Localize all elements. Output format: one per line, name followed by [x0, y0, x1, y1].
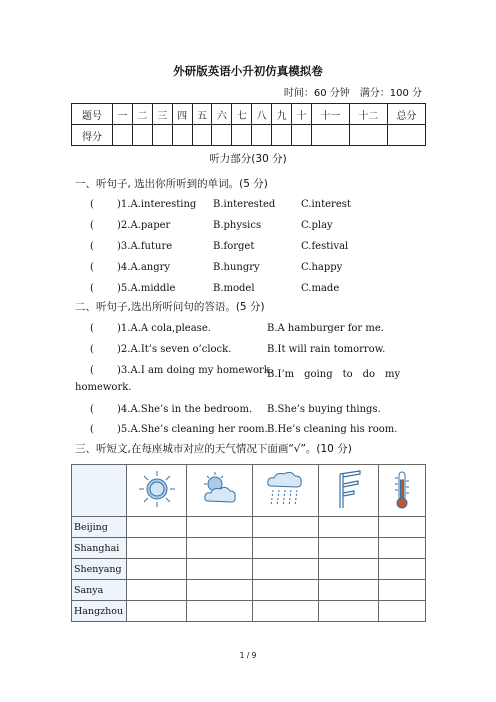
answer-paren[interactable]: (: [90, 199, 94, 210]
check-cell[interactable]: [379, 559, 426, 580]
option-a: )1.A.A cola,please.: [117, 323, 211, 334]
option-b: B.model: [213, 283, 255, 294]
answer-paren[interactable]: (: [90, 323, 94, 334]
city-name: Shenyang: [72, 559, 127, 580]
check-cell[interactable]: [127, 538, 187, 559]
option-b: B.It will rain tomorrow.: [267, 344, 386, 355]
section-3-title: 三、听短文,在每座城市对应的天气情况下面画“√”。(10 分): [75, 443, 352, 455]
score-cell[interactable]: [192, 125, 212, 146]
weather-icon-cell: [379, 465, 426, 517]
city-name: Shanghai: [72, 538, 127, 559]
score-header-cell: 二: [132, 104, 152, 125]
score-cell[interactable]: [252, 125, 272, 146]
option-b: B.He’s cleaning his room.: [267, 424, 398, 435]
rain-icon: [263, 468, 307, 510]
weather-icon-cell: [318, 465, 378, 517]
check-cell[interactable]: [318, 601, 378, 622]
score-cell[interactable]: [292, 125, 312, 146]
score-cell[interactable]: [132, 125, 152, 146]
option-b: B.I’m going to do my: [267, 369, 401, 380]
check-cell[interactable]: [379, 601, 426, 622]
option-b: B.physics: [213, 220, 262, 231]
check-cell[interactable]: [318, 580, 378, 601]
score-header-cell: 总分: [387, 104, 425, 125]
page-indicator: 1 / 9: [239, 651, 257, 660]
option-a: )1.A.interesting: [117, 199, 197, 210]
score-header-cell: 四: [172, 104, 192, 125]
check-cell[interactable]: [253, 580, 319, 601]
wind-icon: [328, 468, 368, 510]
answer-paren[interactable]: (: [90, 344, 94, 355]
check-cell[interactable]: [318, 559, 378, 580]
score-cell[interactable]: [172, 125, 192, 146]
check-cell[interactable]: [187, 559, 253, 580]
listening-heading: 听力部分(30 分): [209, 153, 287, 165]
table-row: [72, 517, 426, 538]
check-cell[interactable]: [187, 538, 253, 559]
city-name: Hangzhou: [72, 601, 127, 622]
option-a: )3.A.future: [117, 241, 173, 252]
score-cell[interactable]: [387, 125, 425, 146]
table-row: [72, 601, 426, 622]
exam-title: 外研版英语小升初仿真模拟卷: [173, 64, 323, 78]
weather-icon-row: [72, 465, 426, 517]
score-table: [71, 103, 426, 146]
answer-paren[interactable]: (: [90, 220, 94, 231]
score-cell[interactable]: [311, 125, 349, 146]
answer-paren[interactable]: (: [90, 241, 94, 252]
check-cell[interactable]: [253, 538, 319, 559]
check-cell[interactable]: [253, 517, 319, 538]
score-table-score-row: [72, 125, 426, 146]
score-cell[interactable]: [232, 125, 252, 146]
score-header-cell: 六: [212, 104, 232, 125]
score-header-cell: 十一: [311, 104, 349, 125]
weather-icon-cell: [253, 465, 319, 517]
sun-icon: [137, 469, 177, 509]
score-header-cell: 五: [192, 104, 212, 125]
option-c: C.happy: [301, 262, 343, 273]
score-header-cell: 十: [292, 104, 312, 125]
score-table-row-label: 题号: [72, 104, 113, 125]
table-row: [72, 580, 426, 601]
check-cell[interactable]: [253, 559, 319, 580]
weather-table: [71, 464, 426, 622]
city-name: Beijing: [72, 517, 127, 538]
answer-paren[interactable]: (: [90, 262, 94, 273]
option-a: )5.A.middle: [117, 283, 176, 294]
score-header-cell: 一: [113, 104, 133, 125]
answer-paren[interactable]: (: [90, 424, 94, 435]
check-cell[interactable]: [318, 517, 378, 538]
corner-cell: [72, 465, 127, 517]
option-b: B.A hamburger for me.: [267, 323, 384, 334]
option-a: )5.A.She’s cleaning her room.: [117, 424, 268, 435]
hot-icon: [387, 468, 417, 510]
check-cell[interactable]: [318, 538, 378, 559]
score-cell[interactable]: [113, 125, 133, 146]
option-a: )4.A.angry: [117, 262, 171, 273]
check-cell[interactable]: [187, 580, 253, 601]
answer-paren[interactable]: (: [90, 404, 94, 415]
check-cell[interactable]: [127, 517, 187, 538]
check-cell[interactable]: [187, 517, 253, 538]
check-cell[interactable]: [379, 580, 426, 601]
option-c: C.interest: [301, 199, 351, 210]
check-cell[interactable]: [379, 538, 426, 559]
section-1-title: 一、听句子, 选出你所听到的单词。(5 分): [75, 178, 268, 190]
check-cell[interactable]: [379, 517, 426, 538]
option-a: )2.A.paper: [117, 220, 171, 231]
score-table-header-row: [72, 104, 426, 125]
weather-icon-cell: [187, 465, 253, 517]
option-a: )3.A.I am doing my homework.: [117, 365, 274, 376]
answer-paren[interactable]: (: [90, 365, 94, 376]
score-cell[interactable]: [272, 125, 292, 146]
score-cell[interactable]: [212, 125, 232, 146]
cloudy-icon: [198, 469, 242, 509]
check-cell[interactable]: [127, 559, 187, 580]
check-cell[interactable]: [127, 580, 187, 601]
score-header-cell: 七: [232, 104, 252, 125]
score-table-row-label: 得分: [72, 125, 113, 146]
option-c: C.made: [301, 283, 340, 294]
continuation-text: homework.: [75, 382, 132, 393]
option-b: B.forget: [213, 241, 255, 252]
option-b: B.interested: [213, 199, 276, 210]
check-cell[interactable]: [187, 601, 253, 622]
check-cell[interactable]: [253, 601, 319, 622]
option-c: C.play: [301, 220, 333, 231]
option-a: )2.A.It’s seven o’clock.: [117, 344, 232, 355]
check-cell[interactable]: [127, 601, 187, 622]
table-row: [72, 559, 426, 580]
score-header-cell: 八: [252, 104, 272, 125]
option-c: C.festival: [301, 241, 349, 252]
score-header-cell: 三: [152, 104, 172, 125]
answer-paren[interactable]: (: [90, 283, 94, 294]
score-header-cell: 九: [272, 104, 292, 125]
time-info: 时间：60 分钟 满分：100 分: [283, 88, 422, 99]
score-cell[interactable]: [152, 125, 172, 146]
city-name: Sanya: [72, 580, 127, 601]
option-b: B.hungry: [213, 262, 260, 273]
table-row: [72, 538, 426, 559]
option-b: B.She’s buying things.: [267, 404, 381, 415]
option-a: )4.A.She’s in the bedroom.: [117, 404, 253, 415]
section-2-title: 二、听句子,选出所听问句的答语。(5 分): [75, 301, 265, 313]
score-cell[interactable]: [349, 125, 387, 146]
weather-icon-cell: [127, 465, 187, 517]
score-header-cell: 十二: [349, 104, 387, 125]
